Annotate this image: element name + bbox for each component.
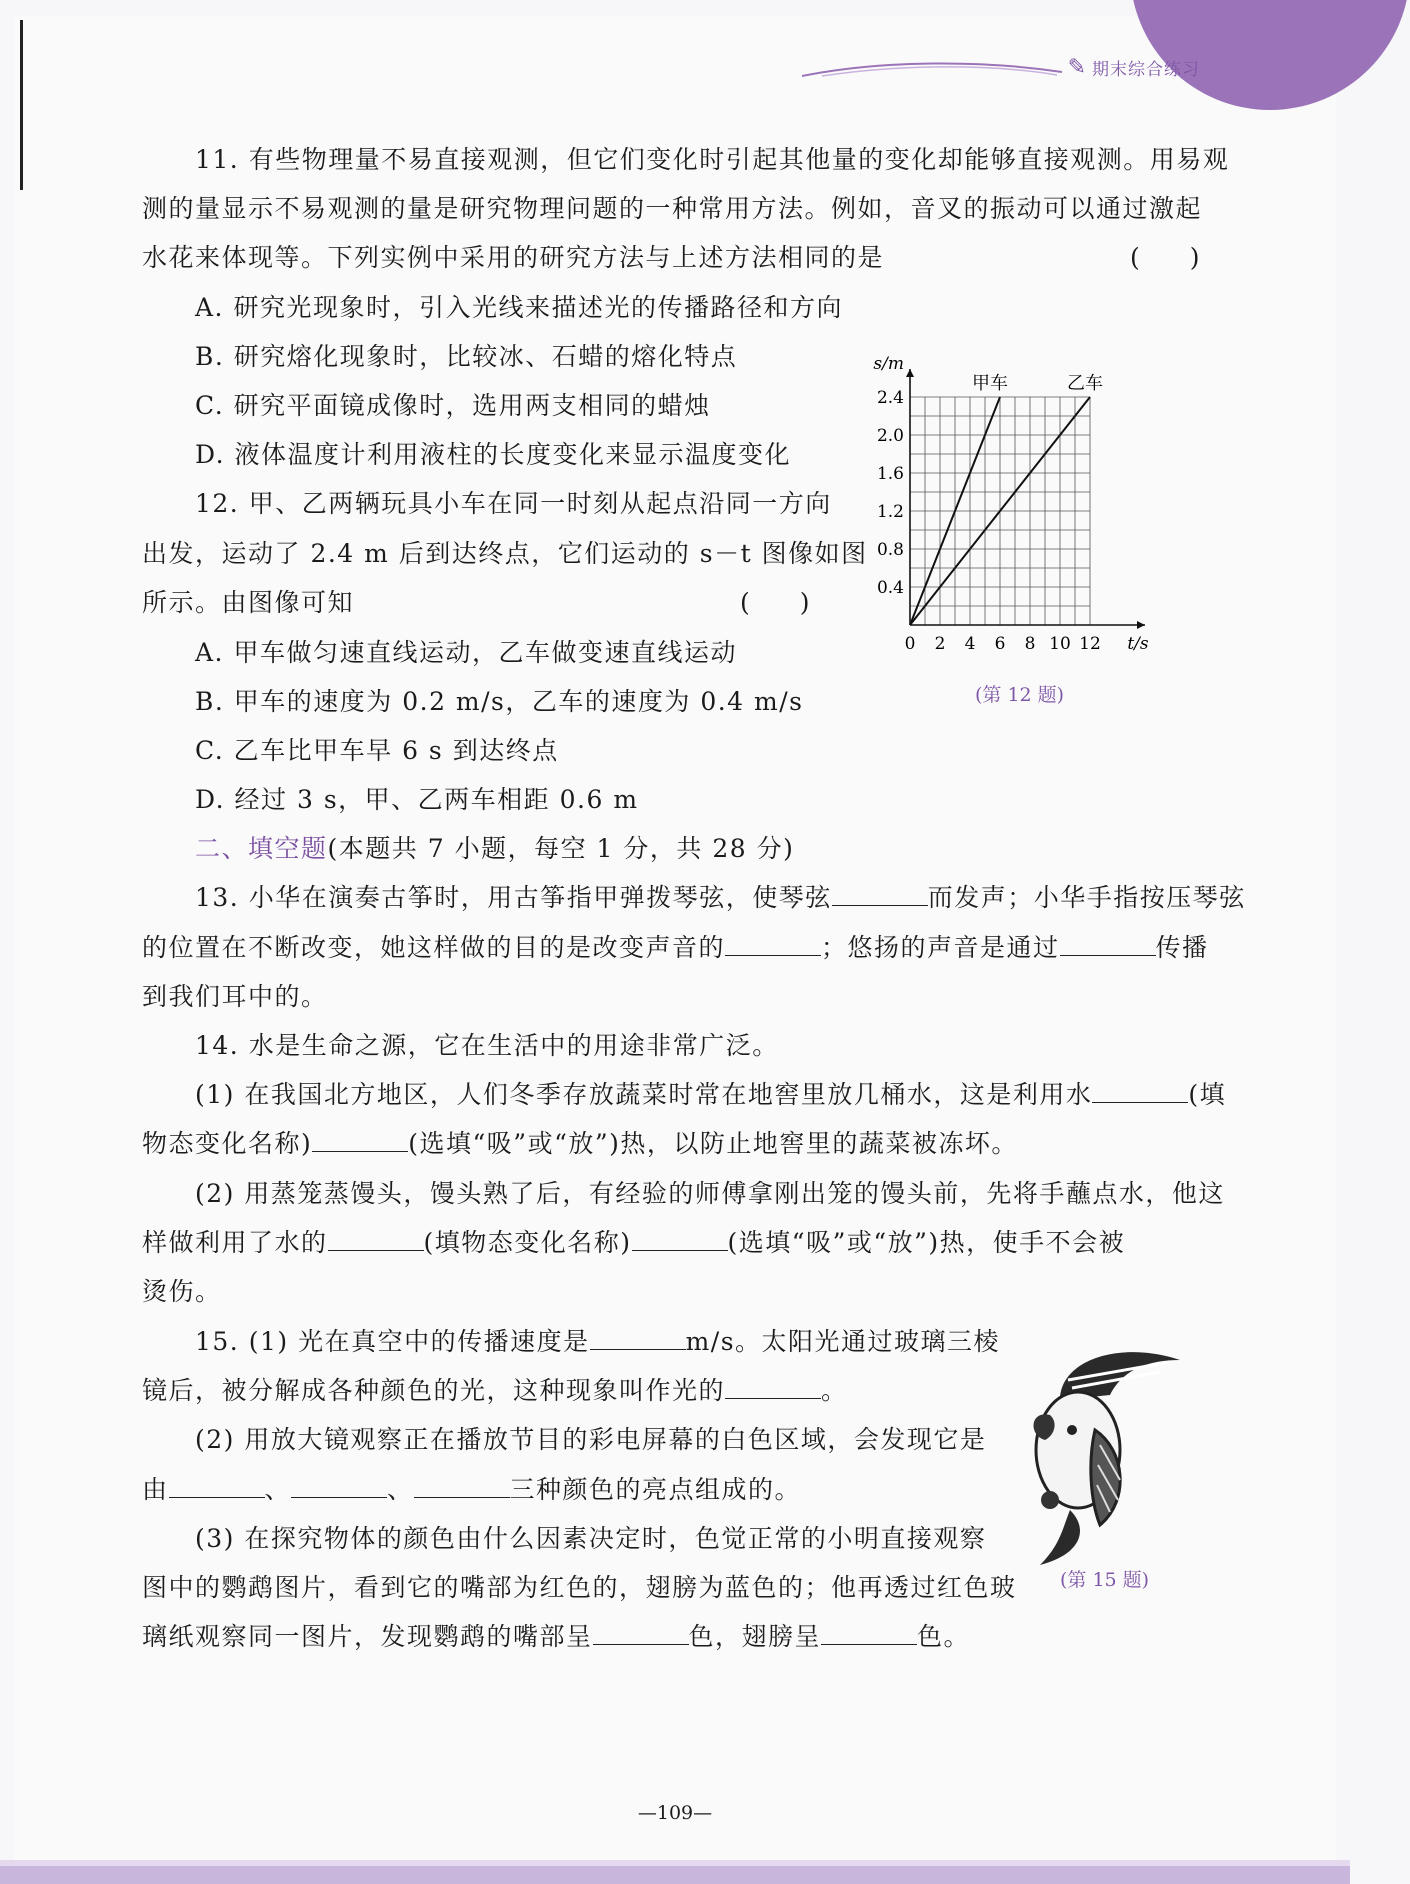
chart-labels [873,354,1148,654]
series-label-1: 甲车 [972,373,1008,394]
q15-blank-2[interactable] [725,1376,821,1399]
q14-line-1: 14. 水是生命之源，它在生活中的用途非常广泛。 [195,1031,779,1060]
q14-part2-line-1: (2) 用蒸笼蒸馒头，馒头熟了后，有经验的师傅拿刚出笼的馒头前，先将手蘸点水，他这 [195,1179,1225,1208]
q12-option-b: B. 甲车的速度为 0.2 m/s，乙车的速度为 0.4 m/s [195,687,804,716]
q15-part2-line-2: 由 、 、 三种颜色的亮点组成的。 [142,1475,802,1504]
st-graph [855,354,1215,670]
q13-blank-2[interactable] [725,933,821,956]
q12-option-a: A. 甲车做匀速直线运动，乙车做变速直线运动 [195,638,737,667]
page-number: —109— [637,1802,713,1824]
q14-part1-line-1: (1) 在我国北方地区，人们冬季存放蔬菜时常在地窖里放几桶水，这是利用水 (填 [195,1080,1227,1109]
header-label: 期末综合练习 [1092,60,1200,80]
section-2-note: (本题共 7 小题，每空 1 分，共 28 分) [327,834,795,863]
q11-line-3: 水花来体现等。下列实例中采用的研究方法与上述方法相同的是 [142,243,885,272]
parrot-eye [1067,1425,1077,1435]
q12-option-c: C. 乙车比甲车早 6 s 到达终点 [195,736,559,765]
y-tick-label: 1.6 [876,464,904,484]
q11-answer-paren: ( ) [1130,243,1200,272]
parrot-foot [1041,1491,1059,1509]
header-curve-decoration [802,58,1062,78]
q13-line-1: 13. 小华在演奏古筝时，用古筝指甲弹拨琴弦，使琴弦 而发声；小华手指按压琴弦 [195,883,1246,912]
y-tick-label: 2.0 [876,426,904,446]
x-tick-label: 6 [994,634,1006,654]
q15-line-2: 镜后，被分解成各种颜色的光，这种现象叫作光的 。 [142,1376,848,1405]
q15-part3-line-2: 图中的鹦鹉图片，看到它的嘴部为红色的，翅膀为蓝色的；他再透过红色玻 [142,1573,1017,1602]
figure-15-caption: (第 15 题) [1060,1569,1150,1591]
q15-line-1: 15. (1) 光在真空中的传播速度是 m/s。太阳光通过玻璃三棱 [195,1327,1001,1356]
y-tick-label: 1.2 [876,502,904,522]
q14-blank-3[interactable] [328,1228,424,1251]
q13-blank-1[interactable] [832,883,928,906]
parrot-tail [1040,1510,1080,1565]
x-axis-label: t/s [1127,634,1149,654]
x-tick-label: 4 [964,634,976,654]
q15-blank-1[interactable] [590,1327,686,1350]
x-tick-label: 0 [904,634,916,654]
q14-blank-2[interactable] [312,1129,408,1152]
binding-line [20,20,23,190]
q15-blank-6[interactable] [593,1622,689,1645]
q11-line-1: 11. 有些物理量不易直接观测，但它们变化时引起其他量的变化却能够直接观测。用易观 [195,145,1230,174]
series-label-2: 乙车 [1067,373,1103,394]
chart-axes [906,369,1145,629]
q14-part2-line-3: 烫伤。 [142,1277,222,1306]
bottom-band [0,1866,1350,1884]
q11-option-c: C. 研究平面镜成像时，选用两支相同的蜡烛 [195,391,711,420]
q15-part2-line-1: (2) 用放大镜观察正在播放节目的彩电屏幕的白色区域，会发现它是 [195,1425,987,1454]
x-tick-label: 10 [1049,634,1071,654]
q13-blank-3[interactable] [1060,933,1156,956]
q13-line-3: 到我们耳中的。 [142,982,328,1011]
q14-blank-4[interactable] [632,1228,728,1251]
q11-option-b: B. 研究熔化现象时，比较冰、石蜡的熔化特点 [195,342,738,371]
running-header [802,55,1200,80]
q15-blank-7[interactable] [821,1622,917,1645]
q12-line-1: 12. 甲、乙两辆玩具小车在同一时刻从起点沿同一方向 [195,489,832,518]
q15-blank-3[interactable] [169,1475,265,1498]
x-tick-label: 12 [1079,634,1101,654]
q12-answer-paren: ( ) [740,588,810,617]
q12-line-3: 所示。由图像可知 [142,588,355,617]
y-axis-label: s/m [873,354,904,374]
q11-option-d: D. 液体温度计利用液柱的长度变化来显示温度变化 [195,440,792,469]
q11-option-a: A. 研究光现象时，引入光线来描述光的传播路径和方向 [195,293,843,322]
q14-part2-line-2: 样做利用了水的 (填物态变化名称) (选填“吸”或“放”)热，使手不会被 [142,1228,1126,1257]
q15-blank-5[interactable] [414,1475,510,1498]
q14-blank-1[interactable] [1092,1080,1188,1103]
q14-part1-line-2: 物态变化名称) (选填“吸”或“放”)热，以防止地窖里的蔬菜被冻坏。 [142,1129,1018,1158]
figure-12-caption: (第 12 题) [975,684,1065,706]
section-2-title: 二、填空题 [195,834,328,863]
q15-part3-line-1: (3) 在探究物体的颜色由什么因素决定时，色觉正常的小明直接观察 [195,1524,987,1553]
q15-blank-4[interactable] [291,1475,387,1498]
y-tick-label: 2.4 [876,388,904,408]
q12-line-2: 出发，运动了 2.4 m 后到达终点，它们运动的 s－t 图像如图 [142,539,868,568]
y-tick-label: 0.8 [876,540,904,560]
x-tick-label: 8 [1024,634,1036,654]
x-tick-label: 2 [934,634,946,654]
q12-option-d: D. 经过 3 s，甲、乙两车相距 0.6 m [195,785,639,814]
q13-line-2: 的位置在不断改变，她这样做的目的是改变声音的 ；悠扬的声音是通过 传播 [142,933,1209,962]
y-tick-label: 0.4 [876,578,904,598]
q11-line-2: 测的量显示不易观测的量是研究物理问题的一种常用方法。例如，音叉的振动可以通过激起 [142,194,1203,223]
x-axis-arrow [1137,621,1145,629]
pencil-icon: ✎ [1067,55,1086,80]
q15-part3-line-3: 璃纸观察同一图片，发现鹦鹉的嘴部呈 色，翅膀呈 色。 [142,1622,971,1651]
section-2-heading [195,834,794,864]
parrot-illustration [1020,1340,1200,1570]
